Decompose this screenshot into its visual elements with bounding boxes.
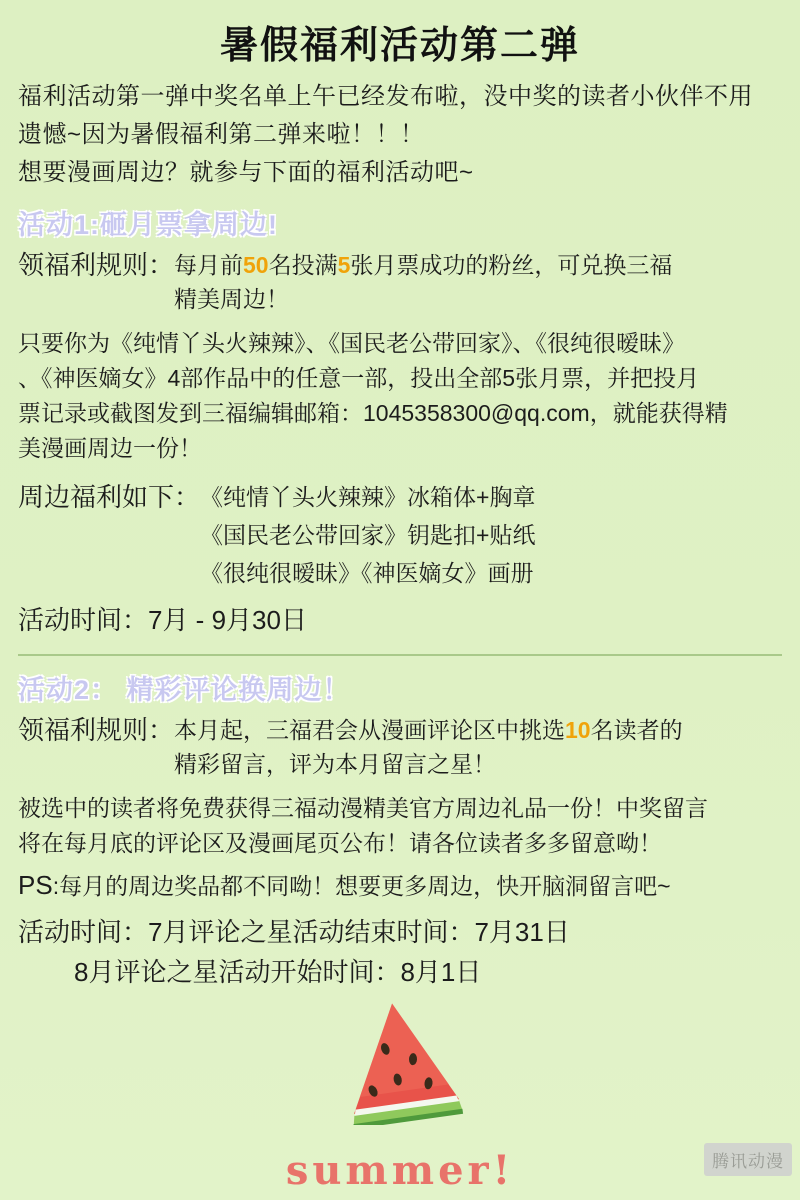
editor-email[interactable]: 1045358300@qq.com: [363, 400, 590, 426]
intro-line-1: 福利活动第一弹中奖名单上午已经发布啦，没中奖的读者小伙伴不用: [18, 83, 753, 110]
activity2-detail-line-1: 被选中的读者将免费获得三福动漫精美官方周边礼品一份！中奖留言: [18, 795, 708, 821]
footer-illustration: [0, 995, 800, 1200]
activity1-detail-mail-suffix: ，就能获得精: [589, 400, 728, 426]
activity2-rule-line-2: 精彩留言，评为本月留言之星！: [174, 751, 497, 777]
page-title: 暑假福利活动第二弹: [219, 25, 580, 67]
ps-tag: PS: [18, 870, 53, 900]
activity1-gifts-list: [200, 478, 782, 592]
activity1-heading: 活动1:砸月票拿周边!: [18, 210, 278, 240]
activity1-rule-line-2: 精美周边！: [174, 286, 290, 312]
watermark-badge: 腾讯动漫: [704, 1143, 792, 1176]
activity2-ps: [18, 867, 782, 904]
activity2-detail: [18, 791, 782, 861]
activity1-rule-num-50: 50: [243, 252, 269, 278]
activity1-rule-body: [174, 248, 782, 316]
activity1-detail-line-2: 、《神医嫡女》4部作品中的任意一部，投出全部5张月票，并把投月: [18, 365, 700, 391]
activity2-time-line-1: 活动时间：7月评论之星活动结束时间：7月31日: [18, 917, 570, 947]
activity1-rule: [18, 248, 782, 316]
activity1-time: 活动时间：7月 - 9月30日: [18, 605, 307, 635]
activity2-rule-num-10: 10: [565, 717, 591, 743]
summer-text: summer!: [285, 1147, 515, 1194]
activity1-rule-text-a: 每月前: [174, 252, 244, 278]
activity1-rule-label: 领福利规则：: [18, 250, 175, 280]
ps-text: :每月的周边奖品都不同呦！想要更多周边，快开脑洞留言吧~: [52, 873, 671, 899]
activity1-detail-line-1: 只要你为《纯情丫头火辣辣》、《国民老公带回家》、《很纯很暧昧》: [18, 330, 685, 356]
activity1-gifts-label: 周边福利如下：: [18, 482, 201, 512]
activity2-rule-text-a: 本月起，三福君会从漫画评论区中挑选: [174, 717, 566, 743]
activity1-detail-mail-prefix: 票记录或截图发到三福编辑邮箱：: [18, 400, 363, 426]
intro-line-2: 遗憾~因为暑假福利第二弹来啦！！！: [18, 121, 425, 148]
activity1-detail-line-3: [18, 396, 782, 431]
activity1-rule-text-c: 张月票成功的粉丝，可兑换三福: [350, 252, 673, 278]
gift-item: 《很纯很暧昧》《神医嫡女》画册: [200, 560, 534, 586]
activity2-rule-text-b: 名读者的: [590, 717, 683, 743]
activity2-rule: [18, 713, 782, 781]
activity2-time-line-2: 8月评论之星活动开始时间：8月1日: [74, 957, 482, 987]
gift-item: 《纯情丫头火辣辣》冰箱体+胸章: [200, 484, 536, 510]
activity2-rule-body: [174, 713, 782, 781]
activity1-gifts: [18, 478, 782, 592]
gift-item: 《国民老公带回家》钥匙扣+贴纸: [200, 522, 536, 548]
activity1-detail: [18, 326, 782, 466]
activity2-heading: 活动2： 精彩评论换周边！: [18, 675, 351, 705]
activity2-detail-line-2: 将在每月底的评论区及漫画尾页公布！请各位读者多多留意呦！: [18, 830, 662, 856]
intro-line-3: 想要漫画周边？就参与下面的福利活动吧~: [18, 159, 474, 186]
section-divider: [18, 654, 782, 656]
activity1-detail-line-4: 美漫画周边一份！: [18, 435, 202, 461]
watermelon-icon: [325, 995, 475, 1125]
activity1-rule-num-5: 5: [337, 252, 351, 278]
activity2-rule-label: 领福利规则：: [18, 715, 175, 745]
activity2-time: [18, 912, 782, 992]
activity1-rule-text-b: 名投满: [268, 252, 338, 278]
